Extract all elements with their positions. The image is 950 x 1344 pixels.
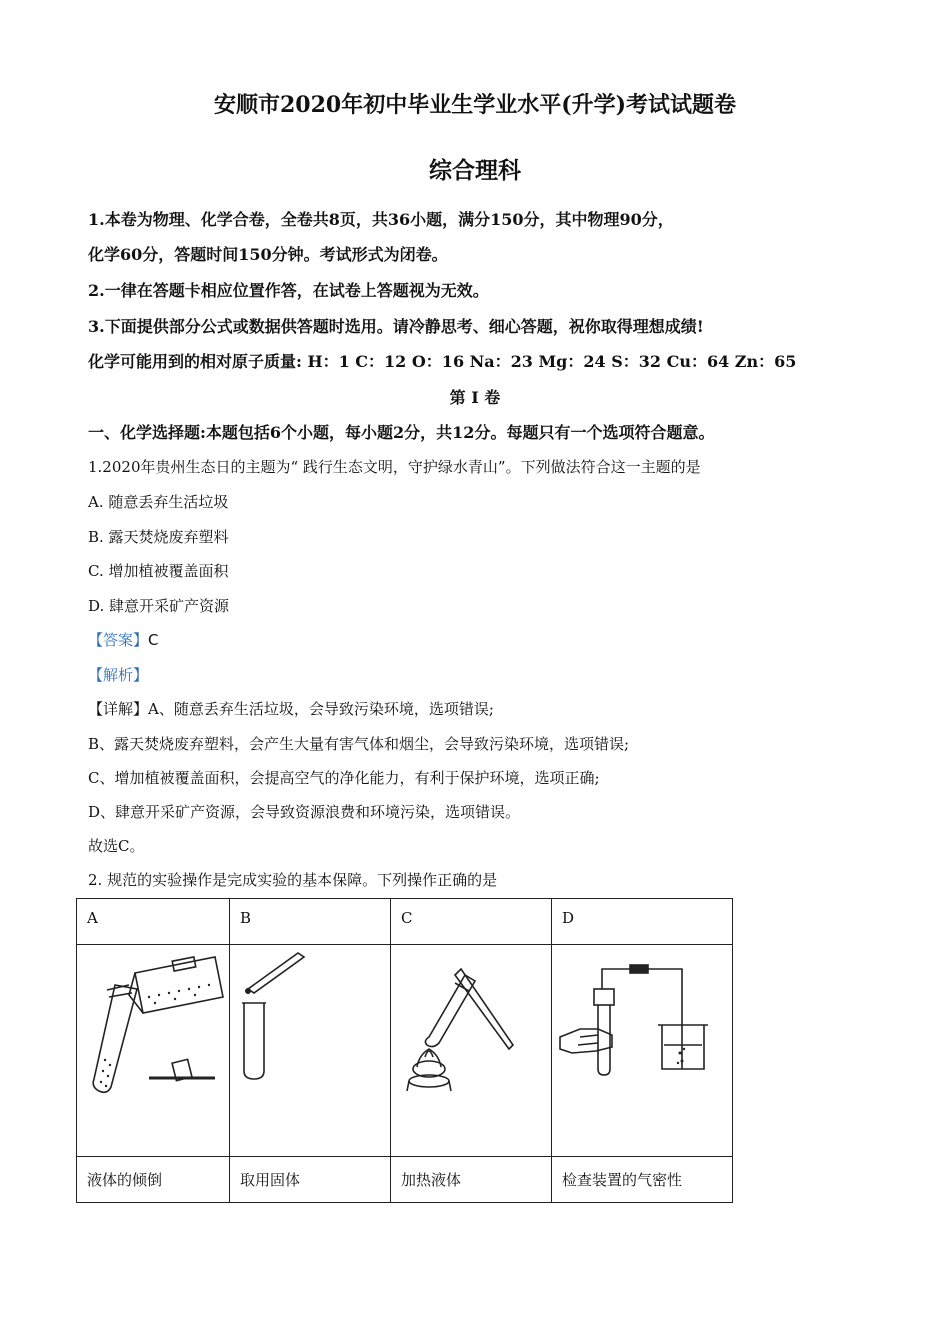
option-letter-b: B	[230, 899, 391, 945]
q1-option-d: D. 肆意开采矿产资源	[88, 597, 230, 615]
q1-detail-a: 【详解】A、随意丢弃生活垃圾，会导致污染环境，选项错误;	[88, 700, 494, 718]
caption-d: 检查装置的气密性	[552, 1157, 733, 1203]
instruction-line-4: 3.下面提供部分公式或数据供答题时选用。请冷静思考、细心答题，祝你取得理想成绩!	[88, 317, 704, 336]
heating-liquid-icon	[391, 945, 551, 1156]
q1-option-c: C. 增加植被覆盖面积	[88, 562, 229, 580]
pouring-liquid-illustration	[77, 945, 230, 1157]
table-row-captions	[77, 1157, 733, 1203]
q1-option-a: A. 随意丢弃生活垃圾	[88, 493, 229, 511]
table-row-images	[77, 945, 733, 1157]
caption-c: 加热液体	[391, 1157, 552, 1203]
instruction-line-2: 化学60分，答题时间150分钟。考试形式为闭卷。	[88, 245, 448, 264]
q1-detail-b: B、露天焚烧废弃塑料，会产生大量有害气体和烟尘，会导致污染环境，选项错误;	[88, 735, 630, 753]
section-heading: 一、化学选择题:本题包括6个小题，每小题2分，共12分。每题只有一个选项符合题意。	[88, 423, 715, 442]
exam-subtitle: 综合理科	[429, 157, 521, 184]
table-row-letters	[77, 899, 733, 945]
q1-conclusion: 故选C。	[88, 837, 145, 855]
taking-solid-illustration	[230, 945, 391, 1157]
q1-option-b: B. 露天焚烧废弃塑料	[88, 528, 229, 546]
atomic-mass-line: 化学可能用到的相对原子质量: H：1 C：12 O：16 Na：23 Mg：24 S：32 Cu：64 Zn：65	[88, 352, 797, 371]
option-letter-d: D	[552, 899, 733, 945]
option-letter-a: A	[77, 899, 230, 945]
q2-stem: 2. 规范的实验操作是完成实验的基本保障。下列操作正确的是	[88, 871, 498, 889]
answer-value: C	[148, 631, 159, 649]
volume-label: 第 I 卷	[449, 388, 501, 407]
analysis-tag: 【解析】	[88, 666, 149, 684]
instruction-line-1: 1.本卷为物理、化学合卷，全卷共8页，共36小题，满分150分，其中物理90分，	[88, 210, 674, 229]
answer-tag: 【答案】	[88, 631, 149, 649]
caption-b: 取用固体	[230, 1157, 391, 1203]
exam-title: 安顺市2020年初中毕业生学业水平(升学)考试试题卷	[213, 92, 737, 118]
airtightness-check-illustration	[552, 945, 733, 1157]
option-letter-c: C	[391, 899, 552, 945]
pouring-liquid-icon	[77, 945, 229, 1156]
taking-solid-icon	[230, 945, 390, 1156]
heating-liquid-illustration	[391, 945, 552, 1157]
q1-stem: 1.2020年贵州生态日的主题为“ 践行生态文明，守护绿水青山”。下列做法符合这一主题的是	[88, 458, 701, 476]
q1-answer	[88, 629, 159, 650]
q2-options-table	[76, 898, 733, 1203]
caption-a: 液体的倾倒	[77, 1157, 230, 1203]
q1-detail-c: C、增加植被覆盖面积，会提高空气的净化能力，有利于保护环境，选项正确;	[88, 769, 600, 787]
instruction-line-3: 2.一律在答题卡相应位置作答，在试卷上答题视为无效。	[88, 281, 489, 300]
q1-detail-d: D、肆意开采矿产资源，会导致资源浪费和环境污染，选项错误。	[88, 803, 521, 821]
airtightness-check-icon	[552, 945, 732, 1156]
